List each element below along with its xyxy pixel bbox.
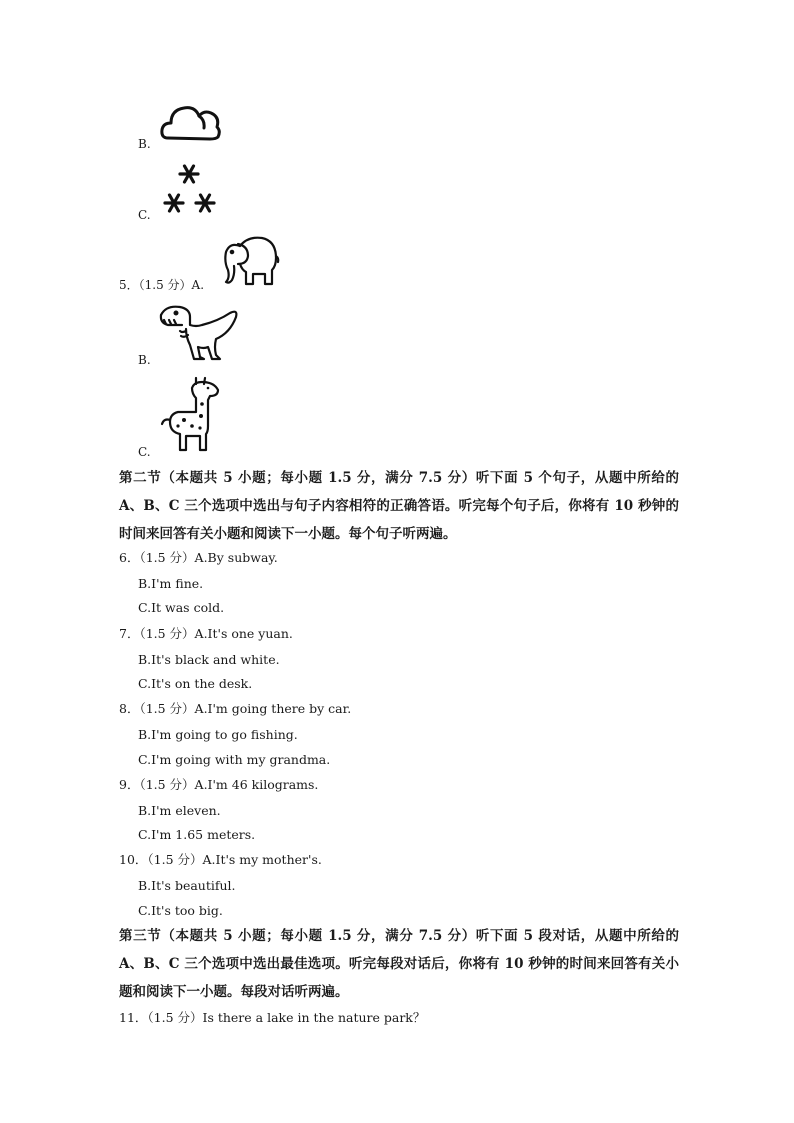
cloud-icon: [160, 98, 222, 144]
question-8-option-b: B.I'm going to go fishing.: [138, 727, 298, 742]
question-7-option-b: B.It's black and white.: [138, 652, 280, 667]
question-9-option-b: B.I'm eleven.: [138, 803, 221, 818]
giraffe-icon: [156, 376, 222, 456]
question-10-option-b: B.It's beautiful.: [138, 878, 236, 893]
question-8-option-c: C.I'm going with my grandma.: [138, 752, 331, 767]
elephant-icon: [220, 232, 280, 288]
section-3-heading: 第三节（本题共 5 小题；每小题 1.5 分，满分 7.5 分）听下面 5 段对话，从题中所给的 A、B、C 三个选项中选出最佳选项。听完每段对话后，你将有 10 秒钟的时间来回答有关小题和阅读下一小题。每段对话听两遍。: [119, 928, 679, 1000]
dinosaur-icon: [158, 303, 240, 363]
question-10-option-c: C.It's too big.: [138, 903, 223, 918]
option-b-label: B.: [138, 353, 151, 367]
question-6-option-b: B.I'm fine.: [138, 576, 204, 591]
question-8-stem: 8．（1.5 分）A.I'm going there by car.: [119, 701, 352, 716]
question-9-option-c: C.I'm 1.65 meters.: [138, 827, 256, 842]
question-7-stem: 7．（1.5 分）A.It's one yuan.: [119, 626, 293, 641]
question-6-option-c: C.It was cold.: [138, 600, 225, 615]
question-11-stem: 11．（1.5 分）Is there a lake in the nature park？: [119, 1010, 426, 1025]
section-2-heading: 第二节（本题共 5 小题；每小题 1.5 分，满分 7.5 分）听下面 5 个句子，从题中所给的 A、B、C 三个选项中选出与句子内容相符的正确答语。听完每个句子后，你将有 10 秒钟的时间来回答有关小题和阅读下一小题。每个句子听两遍。: [119, 470, 679, 542]
option-c-label: C.: [138, 208, 151, 222]
question-10-stem: 10．（1.5 分）A.It's my mother's.: [119, 852, 322, 867]
snowflakes-icon: [163, 162, 219, 216]
option-b-label: B.: [138, 137, 151, 151]
question-9-stem: 9．（1.5 分）A.I'm 46 kilograms.: [119, 777, 319, 792]
question-7-option-c: C.It's on the desk.: [138, 676, 253, 691]
option-c-label: C.: [138, 445, 151, 459]
question-5-stem: 5．（1.5 分）A.: [119, 278, 205, 292]
question-6-stem: 6．（1.5 分）A.By subway.: [119, 550, 278, 565]
